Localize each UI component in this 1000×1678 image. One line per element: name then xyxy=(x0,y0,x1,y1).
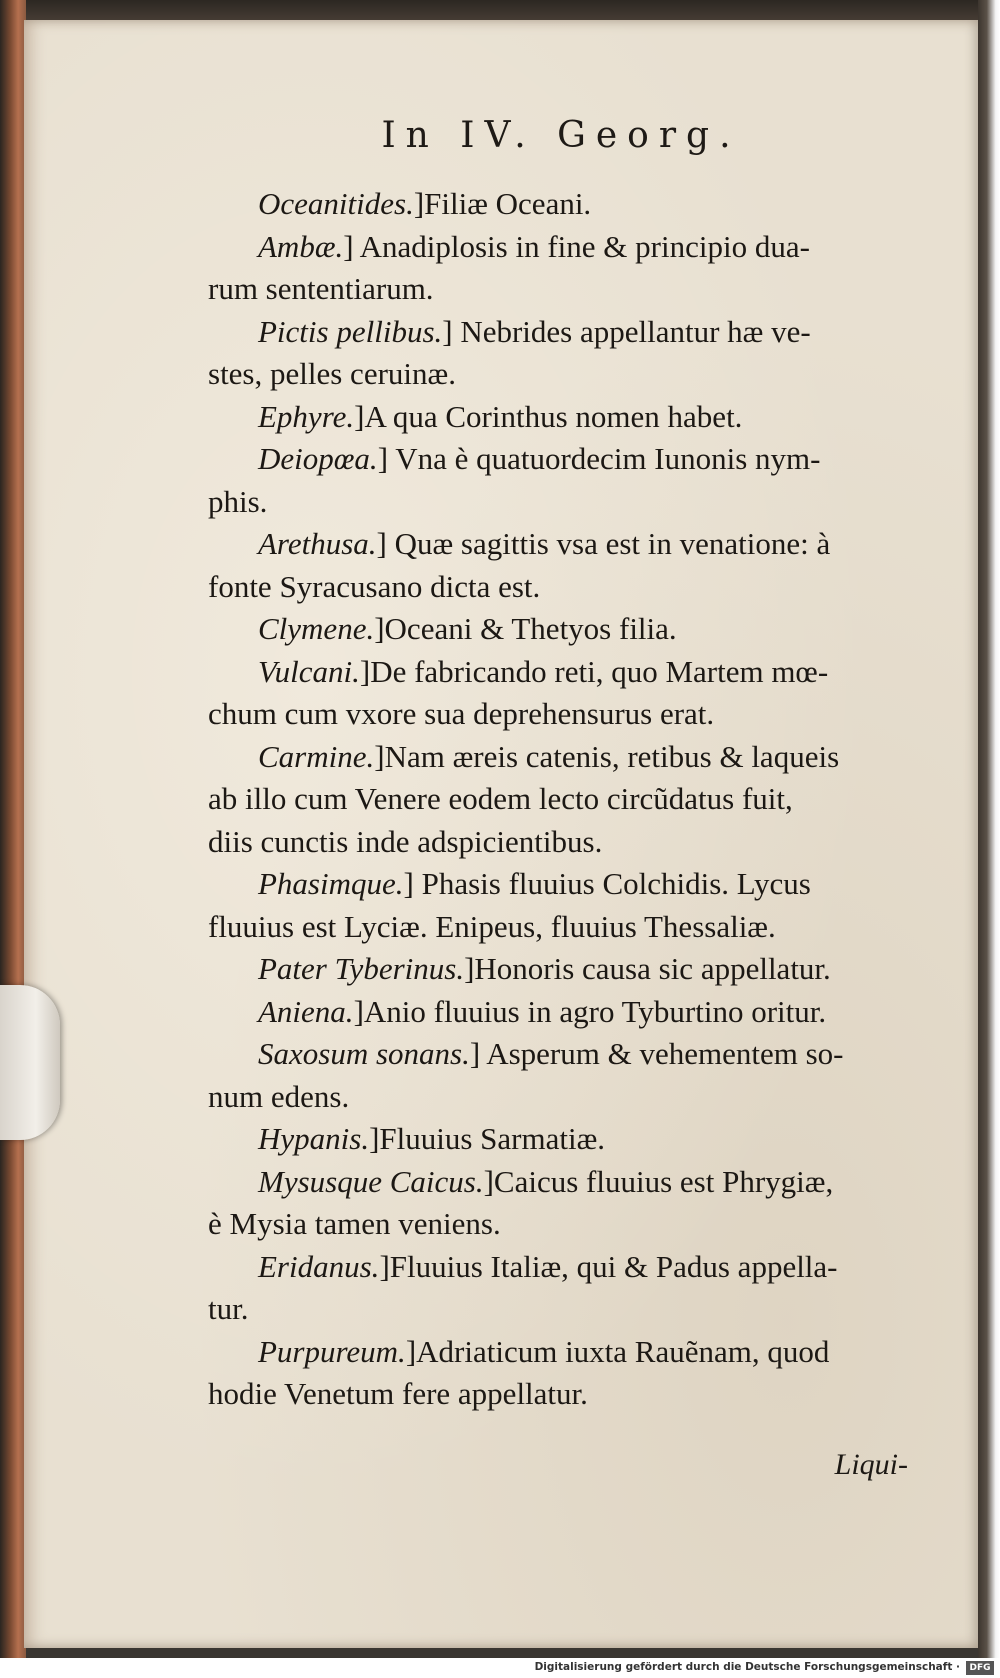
text-line xyxy=(208,821,938,864)
book-fore-edge xyxy=(978,0,1000,1658)
footer-credit: Digitalisierung gefördert durch die Deutsche Forschungsgemeinschaft · xyxy=(534,1661,960,1673)
lemma: Pictis pellibus. xyxy=(258,313,443,349)
text-line xyxy=(208,438,938,481)
text-line xyxy=(208,1033,938,1076)
gloss: ]Adriaticum iuxta Rauẽnam, quod xyxy=(405,1333,830,1369)
gloss: diis cunctis inde adspicientibus. xyxy=(208,823,603,859)
lemma: Ephyre. xyxy=(258,398,355,434)
text-line xyxy=(208,268,938,311)
text-line xyxy=(208,906,938,949)
gloss: ab illo cum Venere eodem lecto circũdatus fuit, xyxy=(208,781,793,816)
text-line xyxy=(208,991,938,1034)
lemma: Vulcani. xyxy=(258,653,360,689)
gloss: ] Asperum & vehementem so- xyxy=(469,1036,844,1071)
lemma: Saxosum sonans. xyxy=(258,1036,470,1071)
gloss: ]De fabricando reti, quo Martem mœ- xyxy=(359,653,829,689)
gloss: ]A qua Corinthus nomen habet. xyxy=(354,398,743,434)
lemma: Hypanis. xyxy=(258,1121,370,1156)
gloss: chum cum vxore sua deprehensurus erat. xyxy=(208,696,715,731)
gloss: ]Fluuius Italiæ, qui & Padus appella- xyxy=(379,1248,838,1284)
text-line xyxy=(208,651,938,694)
gloss: ] Nebrides appellantur hæ ve- xyxy=(442,313,811,349)
lemma: Phasimque. xyxy=(258,866,404,901)
catchword: Liqui- xyxy=(834,1448,908,1481)
footer-bar xyxy=(0,1658,1000,1678)
lemma: Clymene. xyxy=(258,611,375,646)
lemma: Purpureum. xyxy=(258,1333,406,1369)
gloss: phis. xyxy=(208,483,268,519)
gloss: fonte Syracusano dicta est. xyxy=(208,568,541,604)
lemma: Oceanitides. xyxy=(258,186,414,221)
text-line xyxy=(208,863,938,906)
gloss: hodie Venetum fere appellatur. xyxy=(208,1376,588,1411)
gloss: ] Anadiplosis in fine & principio dua- xyxy=(343,228,810,264)
text-line xyxy=(208,183,938,226)
lemma: Arethusa. xyxy=(258,526,377,561)
text-line xyxy=(208,396,938,439)
gloss: rum sententiarum. xyxy=(208,271,434,306)
text-line xyxy=(208,608,938,651)
book-page xyxy=(24,20,978,1648)
lemma: Carmine. xyxy=(258,738,375,774)
text-line xyxy=(208,693,938,736)
page-clip xyxy=(0,985,60,1140)
gloss: ]Nam æreis catenis, retibus & laqueis xyxy=(374,738,840,774)
gloss: ]Oceani & Thetyos filia. xyxy=(374,611,677,646)
dfg-logo: DFG xyxy=(966,1661,994,1675)
gloss: tur. xyxy=(208,1291,249,1326)
gloss: ]Caicus fluuius est Phrygiæ, xyxy=(483,1163,834,1199)
text-line xyxy=(208,1203,938,1246)
lemma: Deiopœa. xyxy=(258,441,378,476)
lemma: Eridanus. xyxy=(258,1248,380,1284)
text-line xyxy=(208,523,938,566)
commentary-text xyxy=(208,183,938,1416)
text-line xyxy=(208,1161,938,1204)
gloss: stes, pelles ceruinæ. xyxy=(208,356,456,391)
gloss: fluuius est Lyciæ. Enipeus, fluuius Thessaliæ. xyxy=(208,908,776,944)
text-line xyxy=(208,226,938,269)
text-line xyxy=(208,1118,938,1161)
text-line xyxy=(208,1373,938,1416)
text-line xyxy=(208,353,938,396)
text-line xyxy=(208,1076,938,1119)
text-line xyxy=(208,736,938,779)
gloss: ]Filiæ Oceani. xyxy=(413,186,592,221)
book-spine-edge xyxy=(0,0,26,1658)
text-line xyxy=(208,481,938,524)
gloss: ]Honoris causa sic appellatur. xyxy=(464,951,831,986)
gloss: ] Phasis fluuius Colchidis. Lycus xyxy=(403,866,811,901)
gloss: num edens. xyxy=(208,1078,350,1114)
lemma: Mysusque Caicus. xyxy=(258,1163,484,1199)
text-line xyxy=(208,1288,938,1331)
lemma: Ambæ. xyxy=(258,228,344,264)
text-line xyxy=(208,1331,938,1374)
text-line xyxy=(208,948,938,991)
gloss: ]Anio fluuius in agro Tyburtino oritur. xyxy=(353,993,827,1029)
running-header: In IV. Georg. xyxy=(381,115,741,156)
text-line xyxy=(208,778,938,821)
lemma: Pater Tyberinus. xyxy=(258,951,465,986)
text-line xyxy=(208,566,938,609)
text-line xyxy=(208,1246,938,1289)
gloss: ] Vna è quatuordecim Iunonis nym- xyxy=(377,441,821,476)
text-line xyxy=(208,311,938,354)
gloss: ]Fluuius Sarmatiæ. xyxy=(369,1121,606,1156)
lemma: Aniena. xyxy=(258,993,354,1029)
gloss: ] Quæ sagittis vsa est in venatione: à xyxy=(376,526,831,561)
gloss: è Mysia tamen veniens. xyxy=(208,1206,501,1241)
